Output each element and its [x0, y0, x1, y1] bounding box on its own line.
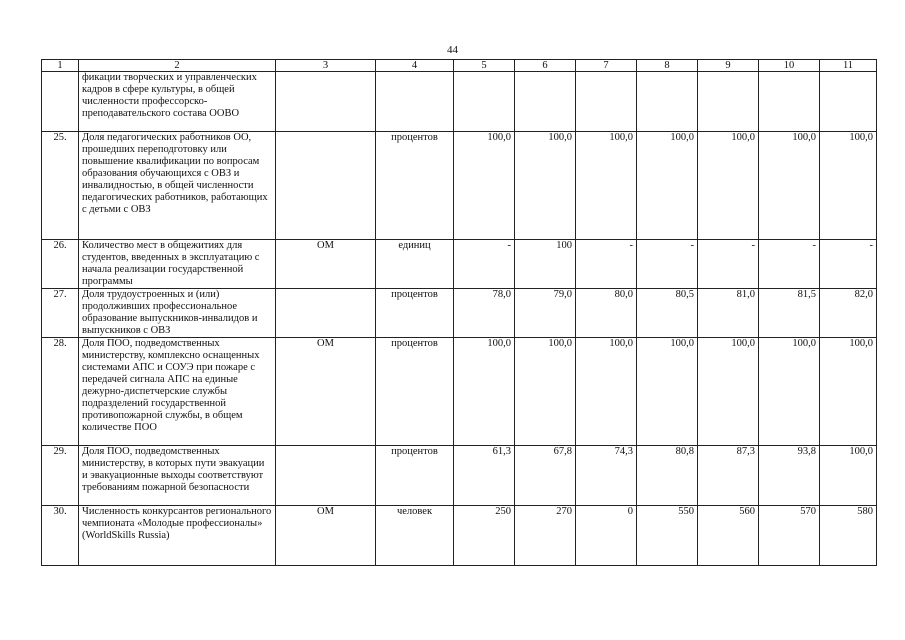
value-cell-11: 100,0: [820, 446, 877, 506]
indicators-table: [41, 59, 877, 566]
table-body: [42, 60, 877, 566]
value-cell-10: [759, 72, 820, 132]
value-cell-8: 550: [637, 506, 698, 566]
value-cell-11: 580: [820, 506, 877, 566]
value-cell-7: 100,0: [576, 338, 637, 446]
source-cell: [276, 132, 376, 240]
value-cell-5: 250: [454, 506, 515, 566]
value-cell-6: 100,0: [515, 132, 576, 240]
value-cell-5: -: [454, 240, 515, 289]
row-number: 30.: [42, 506, 79, 566]
source-cell: ОМ: [276, 338, 376, 446]
table-row: [42, 506, 877, 566]
value-cell-11: [820, 72, 877, 132]
header-cell-6: 6: [515, 60, 576, 72]
value-cell-5: [454, 72, 515, 132]
header-cell-8: 8: [637, 60, 698, 72]
value-cell-8: 100,0: [637, 132, 698, 240]
value-cell-9: [698, 72, 759, 132]
value-cell-6: 100: [515, 240, 576, 289]
value-cell-10: 100,0: [759, 338, 820, 446]
unit-cell: процентов: [376, 446, 454, 506]
table-header-row: [42, 60, 877, 72]
source-cell: ОМ: [276, 240, 376, 289]
value-cell-9: 100,0: [698, 338, 759, 446]
indicator-name: Доля ПОО, подведомственных министерству, комплексно оснащенных системами АПС и СОУЭ при пожаре с передачей сигнала АПС на единые дежурно-диспетчерские службы подразделений государственной противопожарной службы, в общем количестве ПОО: [79, 338, 276, 446]
value-cell-6: 67,8: [515, 446, 576, 506]
table-row: [42, 132, 877, 240]
value-cell-9: 87,3: [698, 446, 759, 506]
value-cell-8: -: [637, 240, 698, 289]
unit-cell: процентов: [376, 338, 454, 446]
value-cell-7: -: [576, 240, 637, 289]
table-row: [42, 338, 877, 446]
value-cell-11: 82,0: [820, 289, 877, 338]
indicator-name: Доля педагогических работников ОО, прошедших переподготовку или повышение квалификации по вопросам образования обучающихся с ОВЗ и инвалидностью, в общей численности педагогических работников, работающих с детьми с ОВЗ: [79, 132, 276, 240]
value-cell-11: -: [820, 240, 877, 289]
value-cell-7: 80,0: [576, 289, 637, 338]
row-number: 29.: [42, 446, 79, 506]
header-cell-11: 11: [820, 60, 877, 72]
value-cell-7: 100,0: [576, 132, 637, 240]
header-cell-2: 2: [79, 60, 276, 72]
source-cell: ОМ: [276, 506, 376, 566]
value-cell-6: 270: [515, 506, 576, 566]
indicator-name: фикации творческих и управленческих кадров в сфере культуры, в общей численности профессорско-преподавательского состава ООВО: [79, 72, 276, 132]
indicator-name: Численность конкурсантов регионального чемпионата «Молодые профессионалы» (WorldSkills Russia): [79, 506, 276, 566]
header-cell-10: 10: [759, 60, 820, 72]
unit-cell: человек: [376, 506, 454, 566]
indicator-name: Количество мест в общежитиях для студентов, введенных в эксплуатацию с начала реализации государственной программы: [79, 240, 276, 289]
value-cell-7: 74,3: [576, 446, 637, 506]
row-number: 25.: [42, 132, 79, 240]
unit-cell: [376, 72, 454, 132]
header-cell-1: 1: [42, 60, 79, 72]
value-cell-5: 61,3: [454, 446, 515, 506]
row-number: 28.: [42, 338, 79, 446]
indicator-name: Доля трудоустроенных и (или) продолживших профессиональное образование выпускников-инвалидов и выпускников с ОВЗ: [79, 289, 276, 338]
header-cell-4: 4: [376, 60, 454, 72]
table-row: [42, 72, 877, 132]
value-cell-5: 78,0: [454, 289, 515, 338]
value-cell-8: 80,5: [637, 289, 698, 338]
table-row: [42, 289, 877, 338]
header-cell-3: 3: [276, 60, 376, 72]
value-cell-10: 81,5: [759, 289, 820, 338]
header-cell-7: 7: [576, 60, 637, 72]
value-cell-11: 100,0: [820, 132, 877, 240]
value-cell-6: [515, 72, 576, 132]
unit-cell: процентов: [376, 289, 454, 338]
value-cell-9: -: [698, 240, 759, 289]
value-cell-9: 560: [698, 506, 759, 566]
table-row: [42, 240, 877, 289]
indicator-name: Доля ПОО, подведомственных министерству, в которых пути эвакуации и эвакуационные выходы соответствуют требованиям пожарной безопасности: [79, 446, 276, 506]
value-cell-7: [576, 72, 637, 132]
value-cell-6: 100,0: [515, 338, 576, 446]
source-cell: [276, 72, 376, 132]
table-row: [42, 446, 877, 506]
unit-cell: процентов: [376, 132, 454, 240]
source-cell: [276, 289, 376, 338]
row-number: [42, 72, 79, 132]
value-cell-7: 0: [576, 506, 637, 566]
value-cell-10: 93,8: [759, 446, 820, 506]
page-number: 44: [447, 44, 458, 56]
value-cell-9: 81,0: [698, 289, 759, 338]
value-cell-5: 100,0: [454, 132, 515, 240]
value-cell-10: -: [759, 240, 820, 289]
value-cell-6: 79,0: [515, 289, 576, 338]
value-cell-10: 570: [759, 506, 820, 566]
value-cell-9: 100,0: [698, 132, 759, 240]
value-cell-11: 100,0: [820, 338, 877, 446]
row-number: 26.: [42, 240, 79, 289]
value-cell-5: 100,0: [454, 338, 515, 446]
value-cell-10: 100,0: [759, 132, 820, 240]
source-cell: [276, 446, 376, 506]
header-cell-5: 5: [454, 60, 515, 72]
row-number: 27.: [42, 289, 79, 338]
value-cell-8: 80,8: [637, 446, 698, 506]
value-cell-8: [637, 72, 698, 132]
value-cell-8: 100,0: [637, 338, 698, 446]
header-cell-9: 9: [698, 60, 759, 72]
unit-cell: единиц: [376, 240, 454, 289]
